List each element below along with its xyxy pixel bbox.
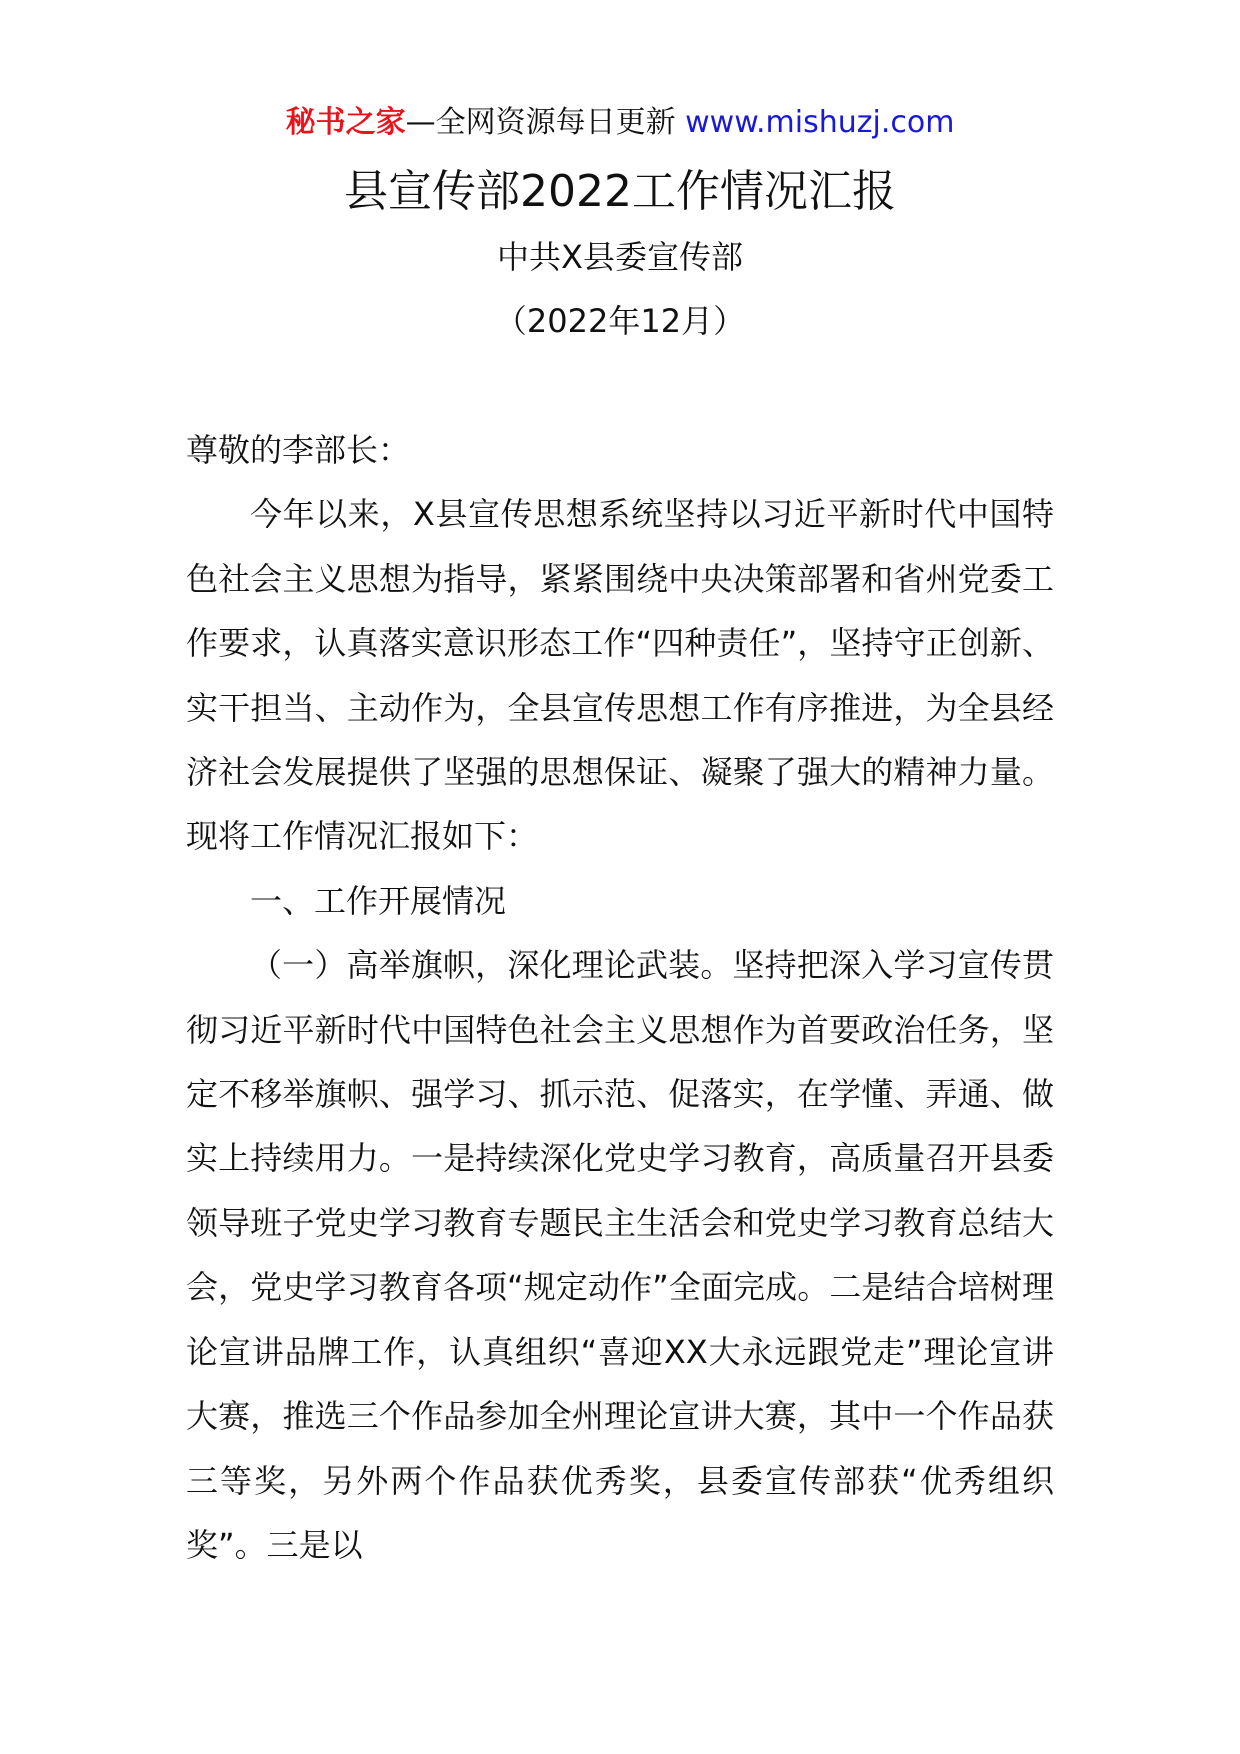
section-heading: 一、工作开展情况 xyxy=(250,881,507,920)
document-title: 县宣传部2022工作情况汇报 xyxy=(344,166,896,217)
site-banner xyxy=(0,100,1240,146)
banner-slogan: —全网资源每日更新 xyxy=(405,105,676,140)
document-body xyxy=(186,418,1054,1577)
salutation: 尊敬的李部长： xyxy=(186,431,411,469)
document-date: （2022年12月） xyxy=(494,302,746,340)
issuing-organization: 中共X县委宣传部 xyxy=(497,238,743,276)
body-paragraph: 今年以来，X县宣传思想系统坚持以习近平新时代中国特色社会主义思想为指导，紧紧围绕中央决策部署和省州党委工作要求，认真落实意识形态工作“四种责任”，坚持守正创新、实干担当、主动作为，全县宣传思想工作有序推进，为全县经济社会发展提供了坚强的思想保证、凝聚了强大的精神力量。现将工作情况汇报如下： xyxy=(186,495,1054,856)
site-url-link[interactable]: www.mishuzj.com xyxy=(685,105,955,140)
body-paragraph: （一）高举旗帜，深化理论武装。坚持把深入学习宣传贯彻习近平新时代中国特色社会主义思想作为首要政治任务，坚定不移举旗帜、强学习、抓示范、促落实，在学懂、弄通、做实上持续用力。一是持续深化党史学习教育，高质量召开县委领导班子党史学习教育专题民主生活会和党史学习教育总结大会，党史学习教育各项“规定动作”全面完成。二是结合培树理论宣讲品牌工作，认真组织“喜迎XX大永远跟党走”理论宣讲大赛，推选三个作品参加全州理论宣讲大赛，其中一个作品获三等奖，另外两个作品获优秀奖，县委宣传部获“优秀组织奖”。三是以 xyxy=(186,946,1054,1564)
brand-name: 秘书之家 xyxy=(285,105,406,140)
